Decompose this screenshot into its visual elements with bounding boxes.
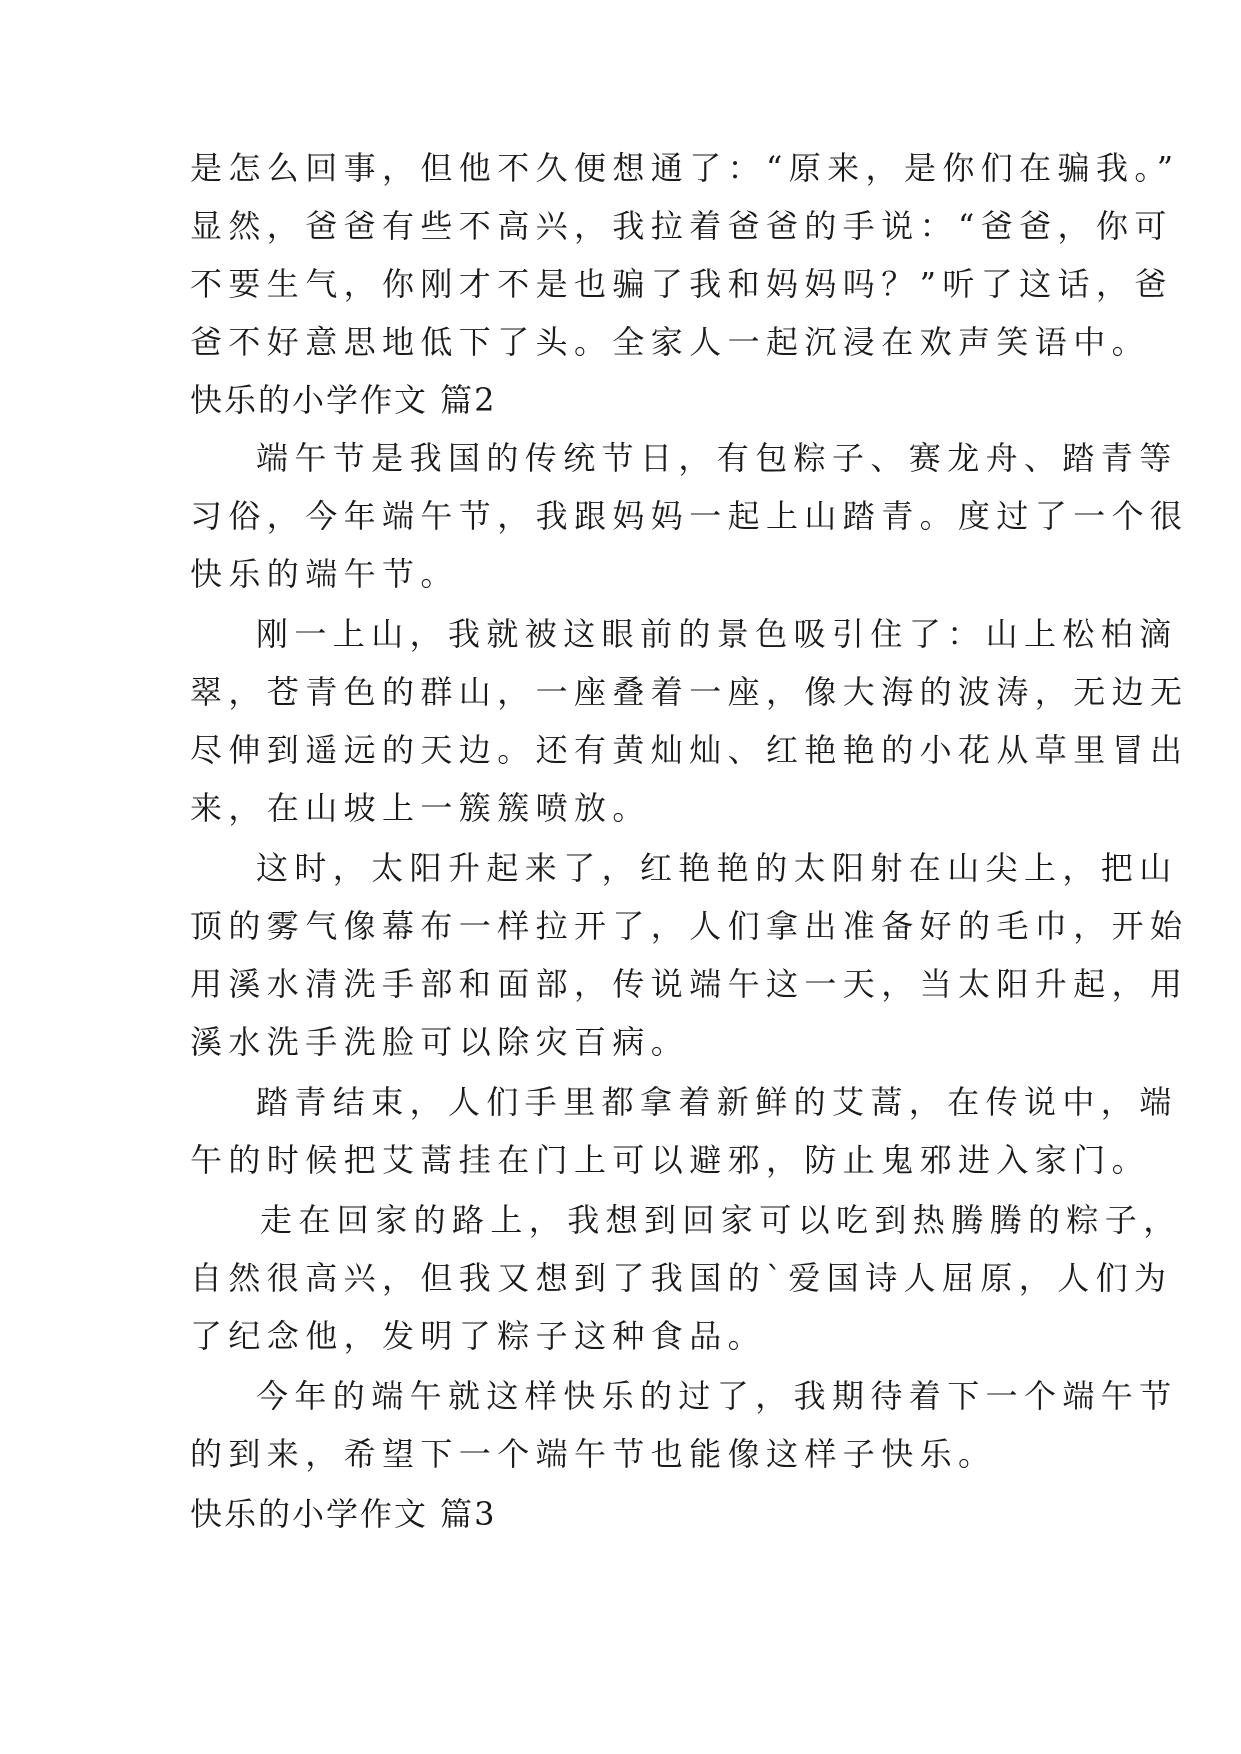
paragraph-line: 尽伸到遥远的天边。还有黄灿灿、红艳艳的小花从草里冒出 xyxy=(190,731,1189,769)
paragraph-line: 来，在山坡上一簇簇喷放。 xyxy=(190,789,651,827)
paragraph-line: 踏青结束，人们手里都拿着新鲜的艾蒿，在传说中，端 xyxy=(256,1083,1178,1121)
paragraph-line: 不要生气，你刚才不是也骗了我和妈妈吗？”听了这话，爸 xyxy=(190,265,1173,303)
paragraph-line: 显然，爸爸有些不高兴，我拉着爸爸的手说：“爸爸，你可 xyxy=(190,207,1173,245)
paragraph-line: 爸不好意思地低下了头。全家人一起沉浸在欢声笑语中。 xyxy=(190,323,1151,361)
paragraph-line: 今年的端午就这样快乐的过了，我期待着下一个端午节 xyxy=(256,1377,1178,1415)
paragraph-line: 午的时候把艾蒿挂在门上可以避邪，防止鬼邪进入家门。 xyxy=(190,1141,1151,1179)
paragraph-line: 用溪水清洗手部和面部，传说端午这一天，当太阳升起，用 xyxy=(190,965,1189,1003)
paragraph-line: 习俗，今年端午节，我跟妈妈一起上山踏青。度过了一个很 xyxy=(190,497,1189,535)
paragraph-line: 顶的雾气像幕布一样拉开了，人们拿出准备好的毛巾，开始 xyxy=(190,907,1189,945)
section-heading: 快乐的小学作文 篇2 xyxy=(190,381,497,419)
paragraph-line: 的到来，希望下一个端午节也能像这样子快乐。 xyxy=(190,1435,997,1473)
paragraph-line: 翠，苍青色的群山，一座叠着一座，像大海的波涛，无边无 xyxy=(190,673,1189,711)
paragraph-line: 自然很高兴，但我又想到了我国的`爱国诗人屈原，人们为 xyxy=(190,1259,1173,1297)
paragraph-line: 这时，太阳升起来了，红艳艳的太阳射在山尖上，把山 xyxy=(256,849,1178,887)
section-heading: 快乐的小学作文 篇3 xyxy=(190,1495,497,1533)
paragraph-line: 端午节是我国的传统节日，有包粽子、赛龙舟、踏青等 xyxy=(256,439,1178,477)
paragraph-line: 快乐的端午节。 xyxy=(190,555,459,593)
paragraph-line: 了纪念他，发明了粽子这种食品。 xyxy=(190,1317,767,1355)
paragraph-line: 刚一上山，我就被这眼前的景色吸引住了：山上松柏滴 xyxy=(256,615,1178,653)
paragraph-line: 溪水洗手洗脸可以除灾百病。 xyxy=(190,1023,690,1061)
paragraph-line: 是怎么回事，但他不久便想通了：“原来，是你们在骗我。” xyxy=(190,149,1180,187)
paragraph-line: 走在回家的路上，我想到回家可以吃到热腾腾的粽子， xyxy=(260,1201,1182,1239)
